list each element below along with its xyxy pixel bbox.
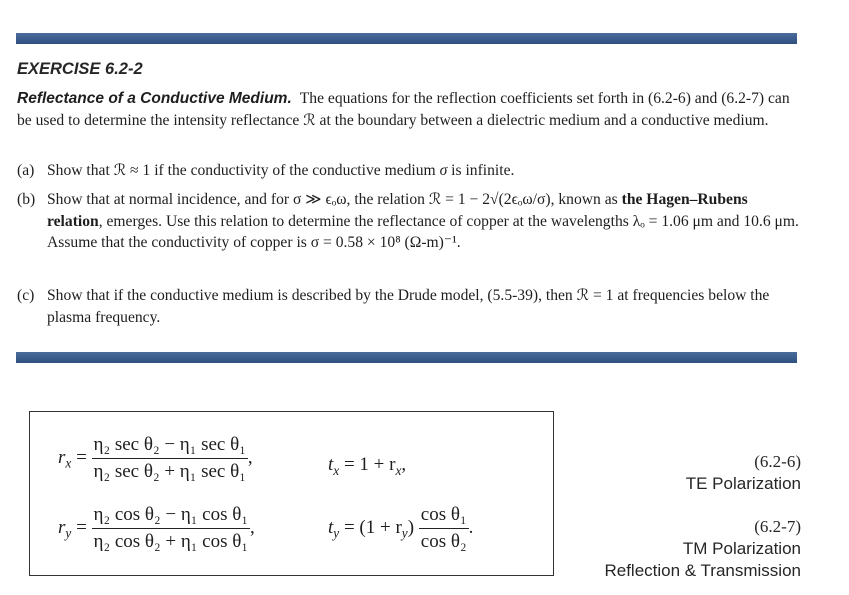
tm-polarization-label: TM Polarization xyxy=(682,539,801,558)
exercise-title: EXERCISE 6.2-2 xyxy=(17,60,143,78)
middle-divider-bar xyxy=(16,352,797,363)
hagen-rubens-term: the Hagen–Rubens relation xyxy=(47,191,748,230)
equation-label-6-2-6: (6.2-6) TE Polarization xyxy=(685,452,801,493)
equation-box xyxy=(29,411,554,576)
equation-ry: $r_y$ = $\frac{\text{η₂ cos θ₂ − η₁ cos θ₁}}{\text{η₂ cos θ₂ + η₁ cos θ₁}}$ , xyxy=(58,504,255,552)
part-b-label: (b) xyxy=(17,191,36,208)
part-c-text: Show that if the conductive medium is described by the Drude model, (5.5-39), then ℛ = 1 at frequencies below the plasma frequency. xyxy=(47,287,770,326)
ty-fraction: $\frac{\text{cos θ₁}}{\text{cos θ₂}}$ xyxy=(420,504,467,552)
exercise-intro-text: The equations for the reflection coefficients set forth in (6.2-6) and (6.2-7) can be used to determine the intensity reflectance ℛ at the boundary between a dielectric medium and a conductive medium. xyxy=(17,90,790,129)
equation-ty: $t_y = (1 + r_y)$ $\frac{\text{cos θ₁}}{\text{cos θ₂}}$ . xyxy=(328,504,474,552)
part-b xyxy=(17,189,802,254)
part-a-label: (a) xyxy=(17,162,35,179)
exercise-intro xyxy=(17,88,802,131)
te-polarization-label: TE Polarization xyxy=(685,474,801,493)
exercise-heading: Reflectance of a Conductive Medium. xyxy=(17,90,292,107)
reflection-transmission-label: Reflection & Transmission xyxy=(604,561,801,580)
ry-fraction: $\frac{\text{η₂ cos θ₂ − η₁ cos θ₁}}{\text{η₂ cos θ₂ + η₁ cos θ₁}}$ xyxy=(93,504,248,552)
top-divider-bar xyxy=(16,33,797,44)
equation-rx: $r_x$ = $\frac{\text{η₂ sec θ₂ − η₁ sec θ₁}}{\text{η₂ sec θ₂ + η₁ sec θ₁}}$ , xyxy=(58,434,253,482)
part-a xyxy=(17,160,802,182)
part-c xyxy=(17,285,802,328)
rx-fraction: $\frac{\text{η₂ sec θ₂ − η₁ sec θ₁}}{\text{η₂ sec θ₂ + η₁ sec θ₁}}$ xyxy=(93,434,246,482)
equation-tx: $t_x = 1 + r_x$, xyxy=(328,454,407,478)
part-c-label: (c) xyxy=(17,287,35,304)
part-b-text: Show that at normal incidence, and for σ ≫ ϵₒω, the relation ℛ = 1 − 2√(2ϵₒω/σ), known as the Hagen–Rubens relation, emerges. Use this relation to determine the reflectance of copper at the wavelengths λₒ = 1.06 μm and 10.6 μm. Assume that the conductivity of copper is σ = 0.58 × 10⁸ (Ω-m)⁻¹. xyxy=(47,191,799,251)
part-a-text: Show that ℛ ≈ 1 if the conductivity of the conductive medium σ is infinite. xyxy=(47,162,515,179)
equation-label-6-2-7: (6.2-7) TM Polarization Reflection & Transmission xyxy=(604,517,801,580)
